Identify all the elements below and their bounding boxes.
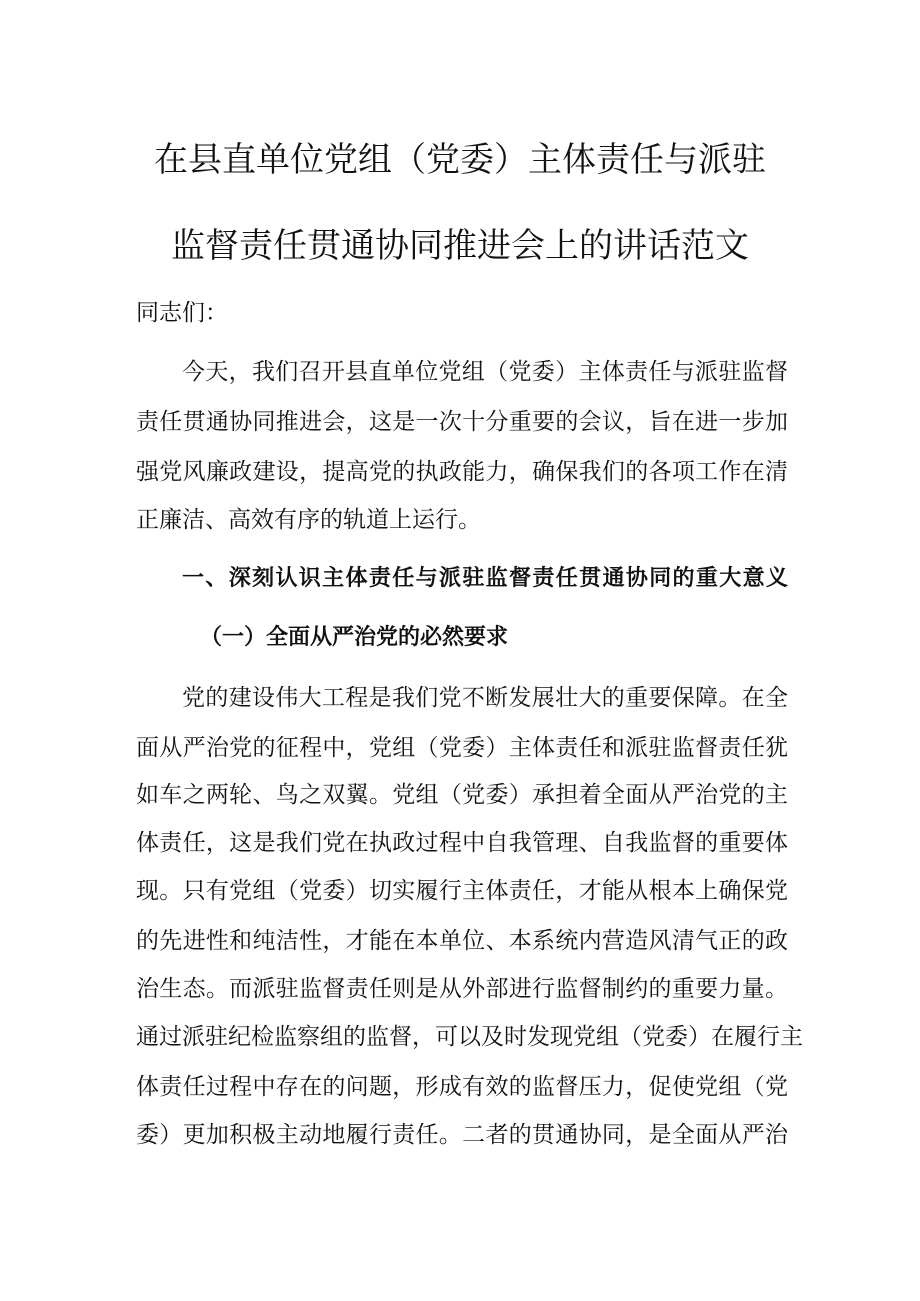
body-line: 党的建设伟大工程是我们党不断发展壮大的重要保障。在全: [182, 685, 788, 711]
body-line: 现。只有党组（党委）切实履行主体责任，才能从根本上确保党: [136, 878, 788, 904]
intro-line: 强党风廉政建设，提高党的执政能力，确保我们的各项工作在清: [136, 459, 788, 485]
body-line: 面从严治党的征程中，党组（党委）主体责任和派驻监督责任犹: [136, 735, 788, 761]
body-line: 通过派驻纪检监察组的监督，可以及时发现党组（党委）在履行主: [136, 1024, 803, 1050]
body-line: 治生态。而派驻监督责任则是从外部进行监督制约的重要力量。: [136, 976, 788, 1002]
body-line: 的先进性和纯洁性，才能在本单位、本系统内营造风清气正的政: [136, 928, 788, 954]
body-line: 体责任，这是我们党在执政过程中自我管理、自我监督的重要体: [136, 830, 788, 856]
subsection-heading: （一）全面从严治党的必然要求: [200, 625, 509, 650]
document-title-line-2: 监督责任贯通协同推进会上的讲话范文: [171, 226, 749, 266]
body-line: 如车之两轮、鸟之双翼。党组（党委）承担着全面从严治党的主: [136, 782, 788, 808]
intro-line: 正廉洁、高效有序的轨道上运行。: [136, 507, 481, 533]
intro-line: 今天，我们召开县直单位党组（党委）主体责任与派驻监督: [182, 359, 788, 385]
body-line: 委）更加积极主动地履行责任。二者的贯通协同，是全面从严治: [136, 1122, 788, 1148]
salutation: 同志们：: [136, 300, 228, 326]
body-line: 体责任过程中存在的问题，形成有效的监督压力，促使党组（党: [136, 1074, 788, 1100]
intro-line: 责任贯通协同推进会，这是一次十分重要的会议，旨在进一步加: [136, 409, 788, 435]
document-title-line-1: 在县直单位党组（党委）主体责任与派驻: [154, 140, 766, 180]
section-heading: 一、深刻认识主体责任与派驻监督责任贯通协同的重大意义: [182, 566, 788, 591]
